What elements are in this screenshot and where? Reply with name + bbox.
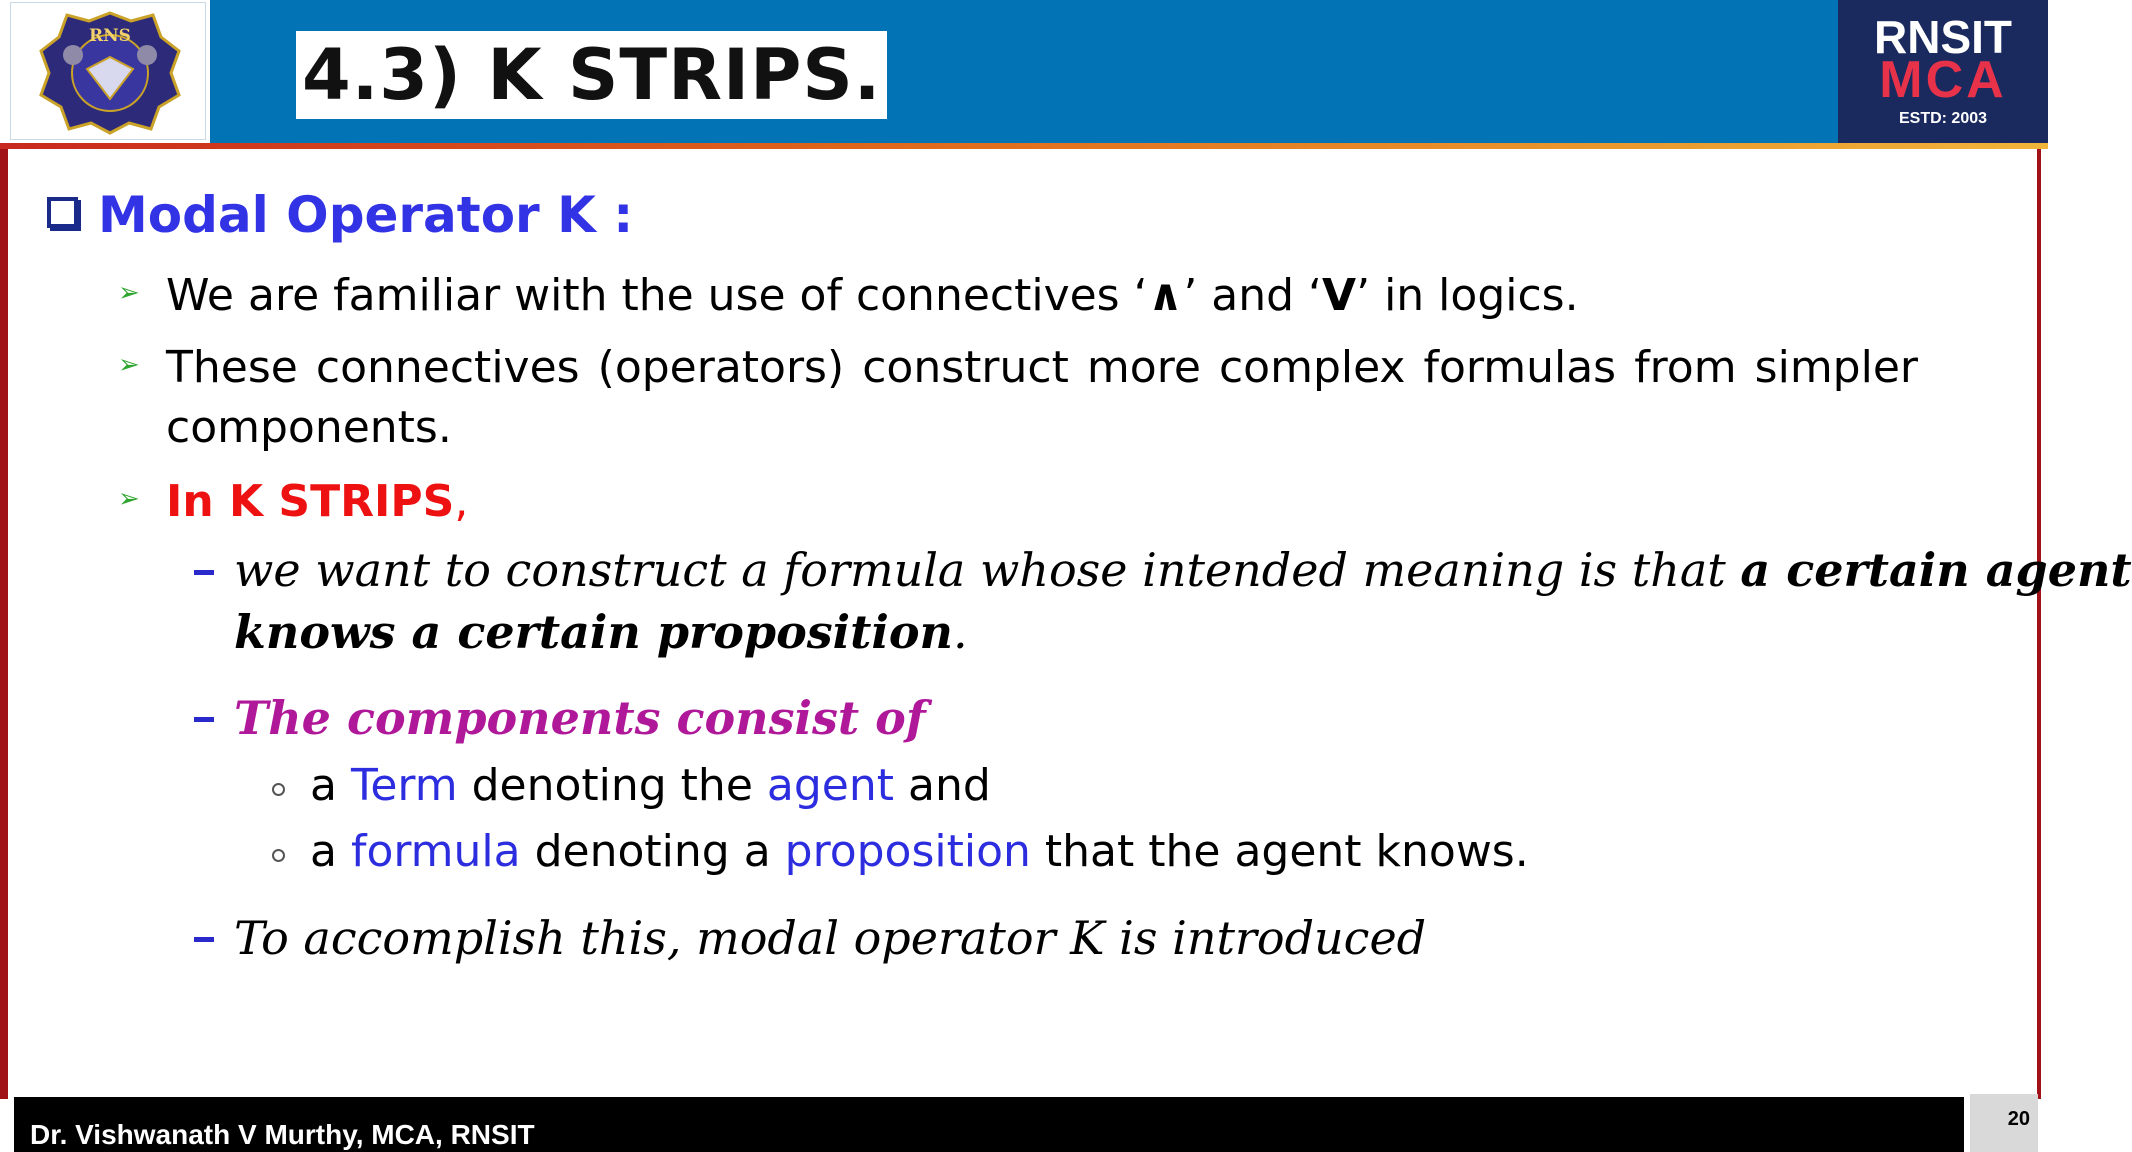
component-term: a Term denoting the agent and — [310, 760, 991, 811]
circle-bullet-icon — [272, 849, 285, 862]
page-number: 20 — [2007, 1108, 2030, 1130]
college-emblem-icon — [35, 7, 185, 137]
bullet-kstrips: In K STRIPS, — [166, 476, 469, 527]
brand-mca: MCA — [1879, 51, 2007, 109]
subpoint-modal-operator: To accomplish this, modal operator K is introduced — [234, 911, 1427, 965]
page-number-box — [1966, 1094, 2038, 1152]
college-logo — [10, 2, 206, 140]
brand-estd: ESTD: 2003 — [1898, 110, 1988, 127]
arrow-bullet-icon: ➢ — [118, 278, 140, 308]
brand-rnsit: RNSIT — [1874, 11, 2012, 63]
arrow-bullet-icon: ➢ — [118, 350, 140, 380]
bullet-connectives: We are familiar with the use of connectives ‘∧’ and ‘V’ in logics. — [166, 270, 1579, 321]
subpoint-formula-line2: knows a certain proposition. — [234, 605, 968, 659]
component-formula: a formula denoting a proposition that the agent knows. — [310, 826, 1529, 877]
footer-bar — [14, 1097, 1964, 1152]
dash-bullet-icon — [194, 717, 214, 722]
slide-title: 4.3) K STRIPS. — [296, 31, 887, 119]
bullet-operators-line1: These connectives (operators) construct more complex formulas from simpler — [166, 342, 1918, 393]
header-divider — [0, 143, 2048, 149]
arrow-bullet-icon: ➢ — [118, 484, 140, 514]
dash-bullet-icon — [194, 937, 214, 942]
subpoint-formula-line1: we want to construct a formula whose intended meaning is that a certain agent — [234, 543, 2132, 597]
bullet-operators-line2: components. — [166, 402, 452, 453]
footer-author: Dr. Vishwanath V Murthy, MCA, RNSIT — [30, 1119, 535, 1150]
right-border — [2037, 149, 2041, 1099]
left-border — [0, 149, 8, 1099]
svg-text:RNS: RNS — [89, 26, 131, 46]
subpoint-components: The components consist of — [234, 691, 926, 745]
section-heading: Modal Operator K : — [98, 186, 634, 244]
circle-bullet-icon — [272, 783, 285, 796]
dash-bullet-icon — [194, 570, 214, 575]
rnsit-mca-logo — [1838, 0, 2048, 143]
checkbox-bullet-icon — [47, 197, 78, 228]
